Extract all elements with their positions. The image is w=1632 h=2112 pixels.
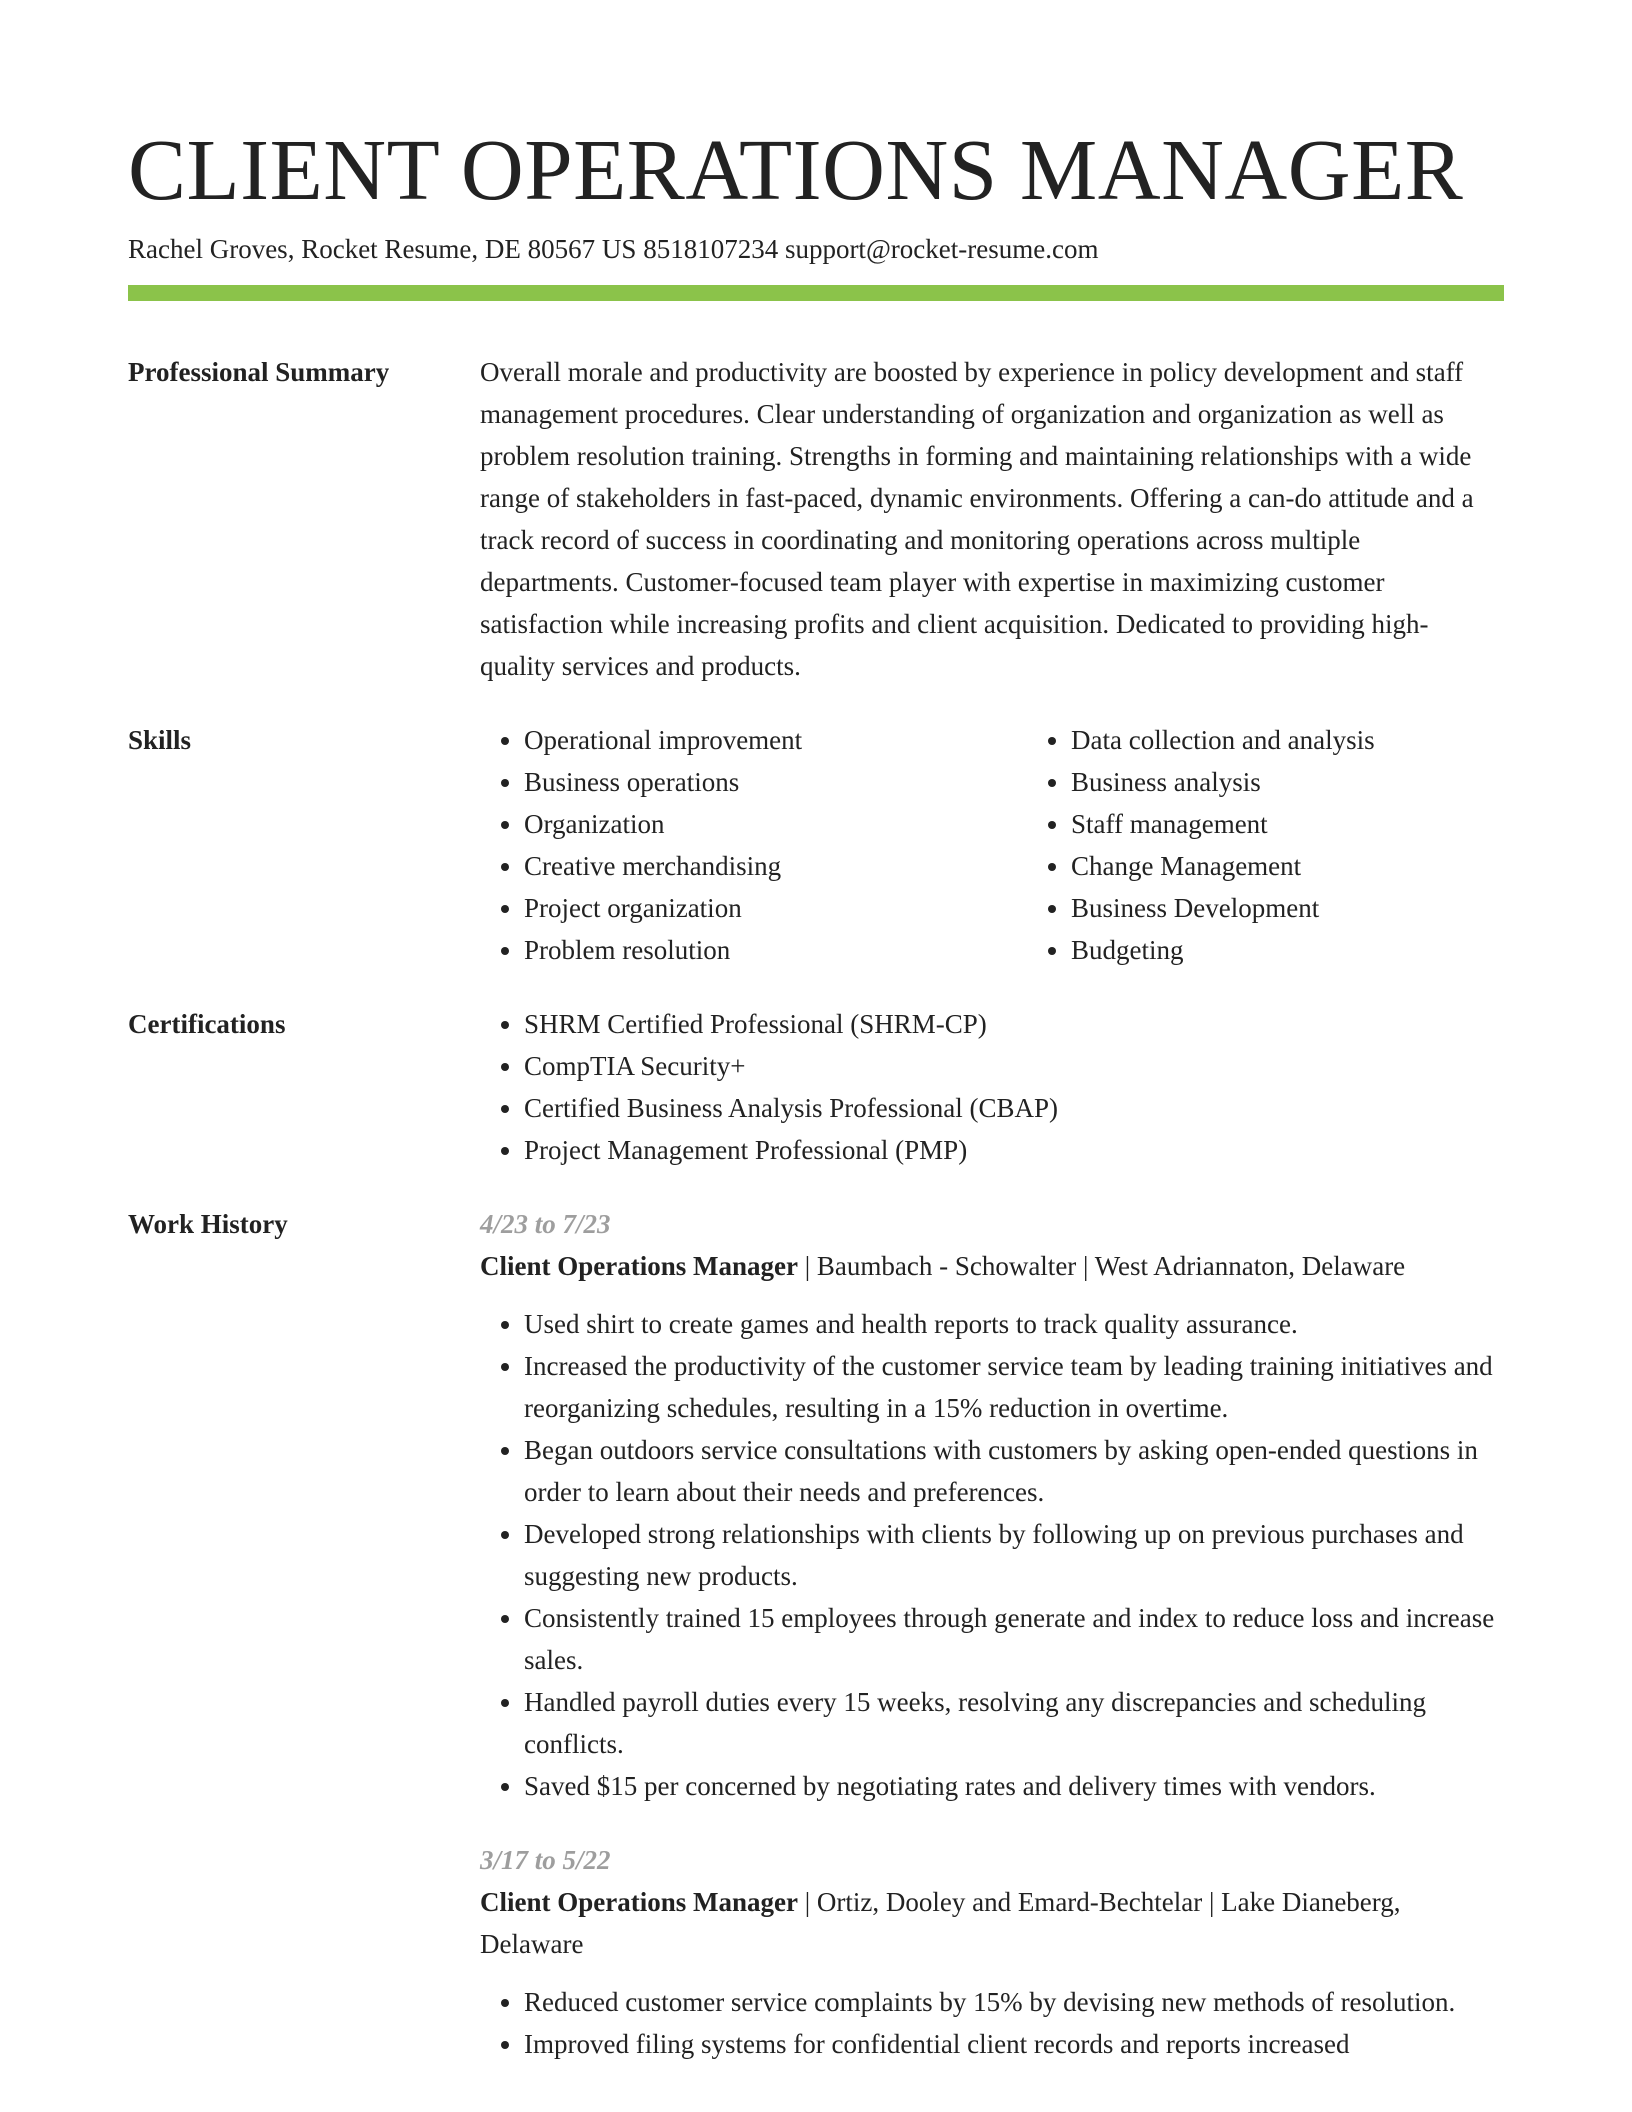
job-title: Client Operations Manager [480,1887,798,1917]
job-bullet: • Improved filing systems for confidential client records and reports increased [524,2023,1504,2065]
skill-item: • Operational improvement [524,719,1027,761]
skill-item: • Creative merchandising [524,845,1027,887]
header-divider [128,285,1504,301]
skill-item: • Business analysis [1071,761,1504,803]
certification-item: • Project Management Professional (PMP) [524,1129,1504,1171]
job-bullet: • Increased the productivity of the customer service team by leading training initiatives and reorganizing schedules, resulting in a 15% reduction in overtime. [524,1345,1504,1429]
job-dates: 3/17 to 5/22 [480,1845,611,1875]
section-label: Skills [128,725,192,755]
skill-item: • Change Management [1071,845,1504,887]
job-bullet: • Handled payroll duties every 15 weeks, resolving any discrepancies and scheduling conflicts. [524,1681,1504,1765]
skill-item: • Problem resolution [524,929,1027,971]
summary-section [128,351,1504,687]
section-label: Professional Summary [128,357,390,387]
skill-item: • Business operations [524,761,1027,803]
skills-list-right [1027,719,1504,971]
job-title: Client Operations Manager [480,1251,798,1281]
contact-line [128,232,1504,266]
job-bullet: • Began outdoors service consultations with customers by asking open-ended questions in order to learn about their needs and preferences. [524,1429,1504,1513]
contact-phone: 8518107234 [643,234,785,264]
job-bullet: • Used shirt to create games and health reports to track quality assurance. [524,1303,1504,1345]
job-details: | Baumbach - Schowalter | West Adriannaton, Delaware [797,1251,1406,1281]
work-history-section [128,1203,1504,2065]
contact-company: Rocket Resume, [301,234,485,264]
job-entry [480,1839,1504,2065]
job-entry [480,1203,1504,1807]
skill-item: • Project organization [524,887,1027,929]
resume-page [128,0,1504,2065]
certifications-body [480,1003,1504,1171]
skill-item: • Data collection and analysis [1071,719,1504,761]
job-bullet: • Saved $15 per concerned by negotiating rates and delivery times with vendors. [524,1765,1504,1807]
section-label: Certifications [128,1009,286,1039]
summary-text: Overall morale and productivity are boosted by experience in policy development and staff management procedures. Clear understanding of organization and organization as well as problem resolution training. Strengths in forming and maintaining relationships with a wide range of stakeholders in fast-paced, dynamic environments. Offering a can-do attitude and a track record of success in coordinating and monitoring operations across multiple departments. Customer-focused team player with expertise in maximizing customer satisfaction while increasing profits and client acquisition. Dedicated to providing high-quality services and products. [480,357,1474,681]
skill-item: • Business Development [1071,887,1504,929]
job-bullets [480,1303,1504,1807]
job-bullet: • Developed strong relationships with clients by following up on previous purchases and suggesting new products. [524,1513,1504,1597]
skills-grid [480,719,1504,971]
skill-item: • Budgeting [1071,929,1504,971]
certification-item: • Certified Business Analysis Professional (CBAP) [524,1087,1504,1129]
job-details: | Ortiz, Dooley and Emard-Bechtelar | Lake Dianeberg, Delaware [480,1887,1401,1959]
contact-location: DE 80567 US [484,234,644,264]
skills-list-left [480,719,1027,971]
job-bullet: • Reduced customer service complaints by 15% by devising new methods of resolution. [524,1981,1504,2023]
resume-title: CLIENT OPERATIONS MANAGER [128,121,1464,218]
job-bullet: • Consistently trained 15 employees through generate and index to reduce loss and increase sales. [524,1597,1504,1681]
certifications-list [480,1003,1504,1171]
certification-item: • SHRM Certified Professional (SHRM-CP) [524,1003,1504,1045]
job-title-line [480,1245,1504,1287]
job-dates: 4/23 to 7/23 [480,1209,611,1239]
certifications-section [128,1003,1504,1171]
job-bullets [480,1981,1504,2065]
job-title-line [480,1881,1504,1965]
section-label: Work History [128,1209,288,1239]
skill-item: • Organization [524,803,1027,845]
skill-item: • Staff management [1071,803,1504,845]
contact-email[interactable]: support@rocket-resume.com [784,234,1099,264]
certification-item: • CompTIA Security+ [524,1045,1504,1087]
skills-section [128,719,1504,971]
work-history-body [480,1203,1504,2065]
contact-name: Rachel Groves, [128,234,302,264]
